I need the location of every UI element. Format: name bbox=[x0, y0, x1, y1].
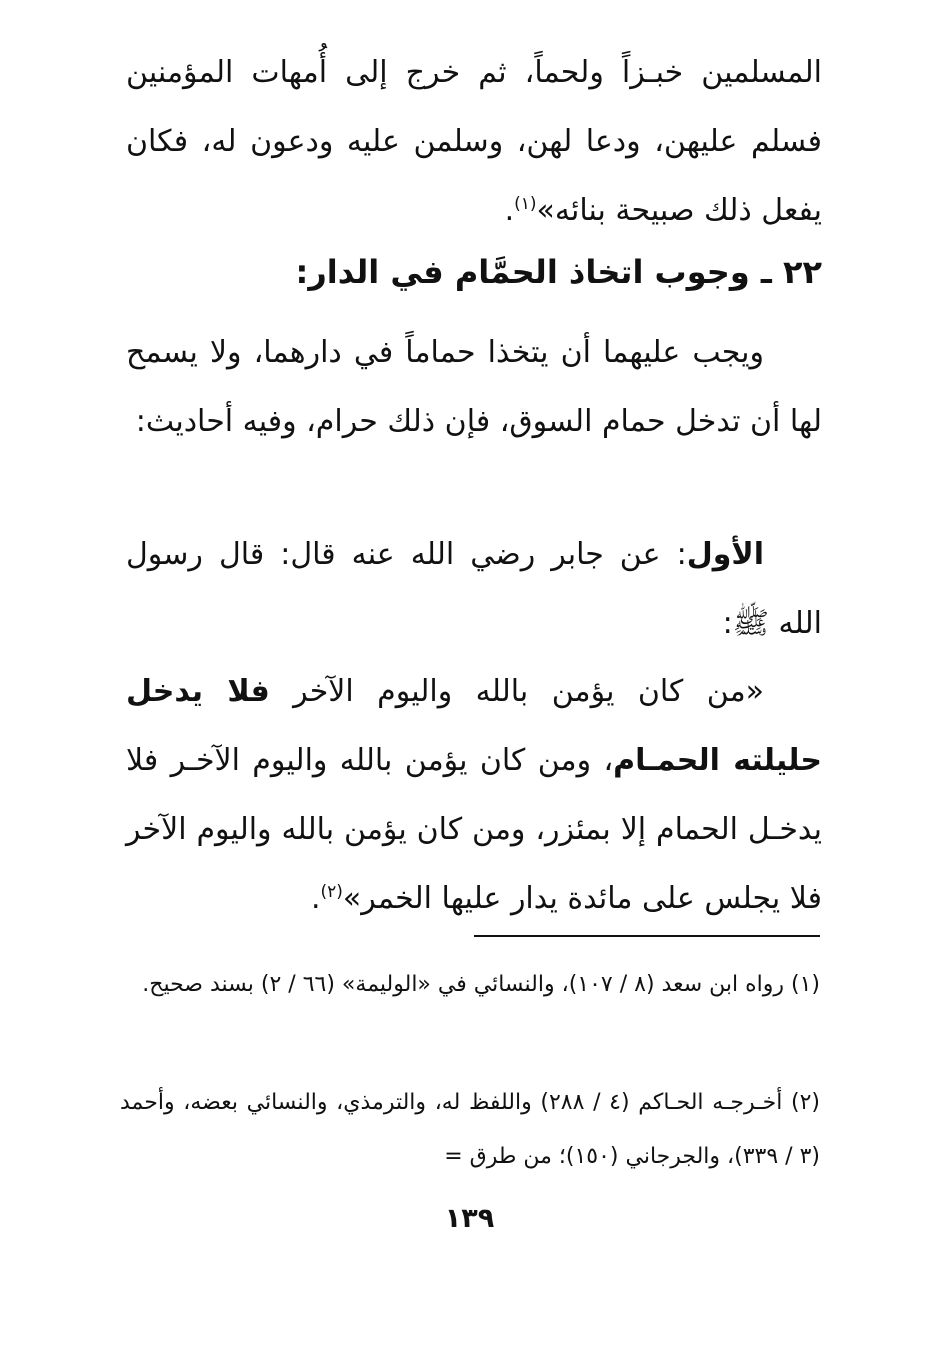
hadith-part-2: ، ومن كان يؤمن بالله واليوم الآخـر فلا يدخـل الحمام إلا بمئزر، ومن كان يؤمن بالله واليوم الآخر فلا يجلس على مائدة يدار عليها الخمر» bbox=[126, 743, 822, 916]
footnote-marker-2: (٢) bbox=[320, 882, 343, 902]
footnote-1: (١) رواه ابن سعد (٨ / ١٠٧)، والنسائي في «الوليمة» (٦٦ / ٢) بسند صحيح. bbox=[142, 972, 820, 997]
hadith-bold-phrase: فلا يدخل حليلته الحمـام bbox=[126, 674, 822, 778]
first-label: الأول bbox=[686, 537, 764, 572]
paragraph-first-hadith-intro bbox=[126, 520, 822, 658]
footnote-separator bbox=[474, 935, 820, 937]
section-heading: ٢٢ ـ وجوب اتخاذ الحمَّام في الدار: bbox=[295, 253, 822, 291]
hadith-end: . bbox=[310, 881, 321, 916]
hadith-part-1: «من كان يؤمن بالله واليوم الآخر bbox=[269, 674, 765, 709]
page-number: ١٣٩ bbox=[444, 1203, 495, 1234]
paragraph-hadith bbox=[126, 657, 822, 933]
paragraph-intro-text: المسلمين خبـزاً ولحماً، ثم خرج إلى أُمهات المؤمنين فسلم عليهن، ودعا لهن، وسلمن عليه ودعون له، فكان يفعل ذلك صبيحة بنائه» bbox=[126, 55, 822, 228]
paragraph-first-text: : عن جابر رضي الله عنه قال: قال رسول الله ﷺ: bbox=[126, 537, 822, 641]
paragraph-intro bbox=[126, 38, 822, 245]
paragraph-intro-end: . bbox=[504, 193, 515, 228]
footnote-2: (٢) أخـرجـه الحـاكم (٤ / ٢٨٨) واللفظ له، والترمذي، والنسائي بعضه، وأحمد (٣ / ٣٣٩)، والجرجاني (١٥٠)؛ من طرق = bbox=[120, 1090, 820, 1169]
paragraph-rule-text: ويجب عليهما أن يتخذا حماماً في دارهما، ولا يسمح لها أن تدخل حمام السوق، فإن ذلك حرام، وفيه أحاديث: bbox=[126, 335, 822, 439]
paragraph-rule bbox=[126, 318, 822, 456]
footnote-marker-1: (١) bbox=[514, 194, 537, 214]
